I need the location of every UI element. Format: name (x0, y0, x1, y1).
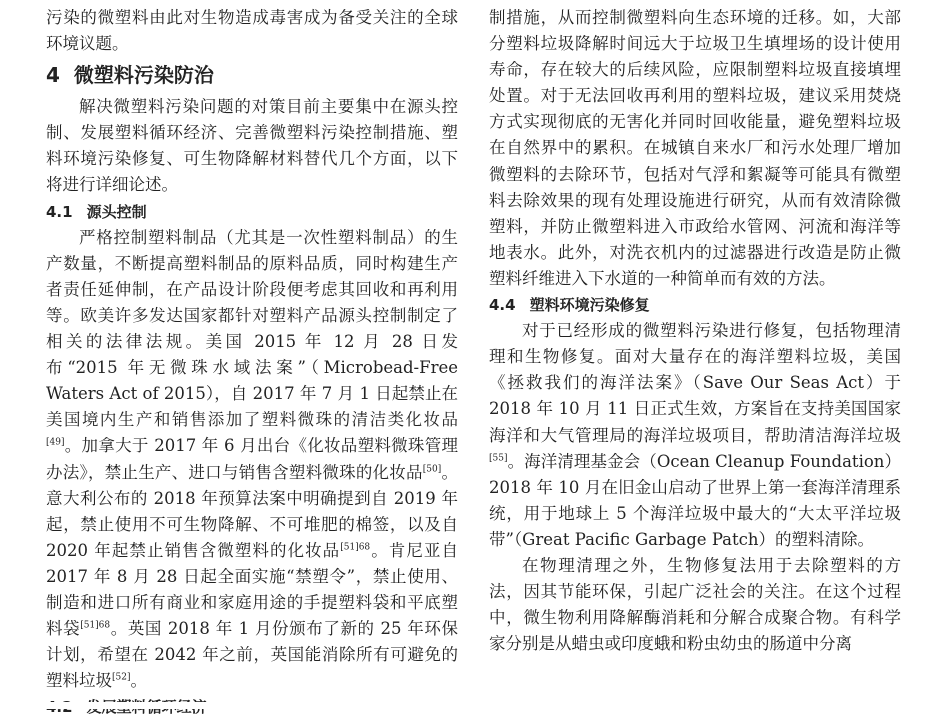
paragraph-text: 。加拿大于 2017 年 6 月出台《化妆品塑料微珠管理办法》，禁止生产、进口与销售含塑料微珠的化妆品 (46, 436, 458, 482)
section-heading (46, 60, 458, 90)
section-title: 微塑料污染防治 (73, 63, 214, 88)
page-bottom-crop (0, 702, 933, 709)
subsection-number: 4.1 (46, 202, 73, 221)
subsection-number: 4.4 (489, 296, 516, 315)
subsection-title: 塑料环境污染修复 (529, 296, 650, 315)
paragraph-text: 严格控制塑料制品（尤其是一次性塑料制品）的生产数量，不断提高塑料制品的原料品质，同时构建生产者责任延伸制，在产品设计阶段便考虑其回收和再利用等。欧美许多发达国家都针对塑料产品源头控制制定了相关的法律法规。美国 2015 年 12 月 28 日发布“2015 年无微珠水域法案”（Microbead-Free Waters Act of 2015），自 2017 年 7 月 1 日起禁止在美国境内生产和销售添加了塑料微珠的清洁类化妆品 (46, 227, 458, 430)
source-control-paragraph (46, 225, 458, 695)
bioremediation-paragraph: 在物理清理之外，生物修复法用于去除塑料的方法，因其节能环保，引起广泛社会的关注。在这个过程中，微生物利用降解酶消耗和分解合成聚合物。有科学家分别是从蜡虫或印度蛾和粉虫幼虫的肠道中分离 (489, 555, 901, 654)
paragraph-text: 。海洋清理基金会（Ocean Cleanup Foundation）2018 年 10 月在旧金山启动了世界上第一套海洋清理系统，用于地球上 5 个海洋垃圾中最大的“大太平洋垃圾带”（Great Pacific Garbage Patch）的塑料清除。 (489, 451, 901, 549)
paragraph-text: 。 (130, 671, 147, 691)
citation-ref: [49] (46, 437, 65, 448)
left-column (46, 5, 458, 720)
paragraph-text: 。肯尼亚自 2017 年 8 月 28 日起全面实施“禁塑令”，禁止使用、制造和进口所有商业和家庭用途的手提塑料袋和平底塑料袋 (46, 540, 459, 639)
section-intro-paragraph: 解决微塑料污染问题的对策目前主要集中在源头控制、发展塑料循环经济、完善微塑料污染控制措施、塑料环境污染修复、可生物降解材料替代几个方面，以下将进行详细论述。 (46, 97, 458, 195)
paragraph-text: 。英国 2018 年 1 月份颁布了新的 25 年环保计划，希望在 2042 年之前，英国能消除所有可避免的塑料垃圾 (46, 619, 458, 691)
paragraph-text: 。意大利公布的 2018 年预算法案中明确提到自 2019 年起，禁止使用不可生物降解、不可堆肥的棉签，以及自 2020 年起禁止销售含微塑料的化妆品 (46, 462, 459, 560)
subsection-title: 源头控制 (86, 202, 147, 221)
section-number: 4 (46, 63, 60, 88)
citation-ref: [50] (422, 464, 442, 474)
citation-ref: [52] (112, 672, 131, 683)
subsection-heading-4-4 (489, 292, 901, 318)
citation-ref: [51]68 (340, 542, 371, 553)
carry-over-paragraph: 制措施，从而控制微塑料向生态环境的迁移。如，大部分塑料垃圾降解时间远大于垃圾卫生填埋场的设计使用寿命，存在较大的后续风险，应限制塑料垃圾直接填埋处置。对于无法回收再利用的塑料垃圾，建议采用焚烧方式实现彻底的无害化并同时回收能量，避免塑料垃圾在自然界中的累积。在城镇自来水厂和污水处理厂增加微塑料的去除环节，包括对气浮和絮凝等可能具有微塑料去除效果的现有处理设施进行研究，从而有效清除微塑料，并防止微塑料进入市政给水管网、河流和海洋等地表水。此外，对洗衣机内的过滤器进行改造是防止微塑料纤维进入下水道的一种简单而有效的方法。 (489, 8, 901, 288)
remediation-paragraph (489, 318, 901, 553)
paragraph-text: 对于已经形成的微塑料污染进行修复，包括物理清理和生物修复。面对大量存在的海洋塑料垃圾，美国《拯救我们的海洋法案》（Save Our Seas Act）于 2018 年 10 月 11 日正式生效，方案旨在支持美国国家海洋和大气管理局的海洋垃圾项目，帮助清洁海洋垃圾 (489, 321, 901, 445)
right-column (489, 5, 901, 657)
carry-over-paragraph: 污染的微塑料由此对生物造成毒害成为备受关注的全球环境议题。 (46, 8, 458, 54)
citation-ref: [55] (489, 453, 508, 464)
subsection-heading-4-1 (46, 199, 458, 225)
citation-ref: [51]68 (80, 620, 111, 631)
